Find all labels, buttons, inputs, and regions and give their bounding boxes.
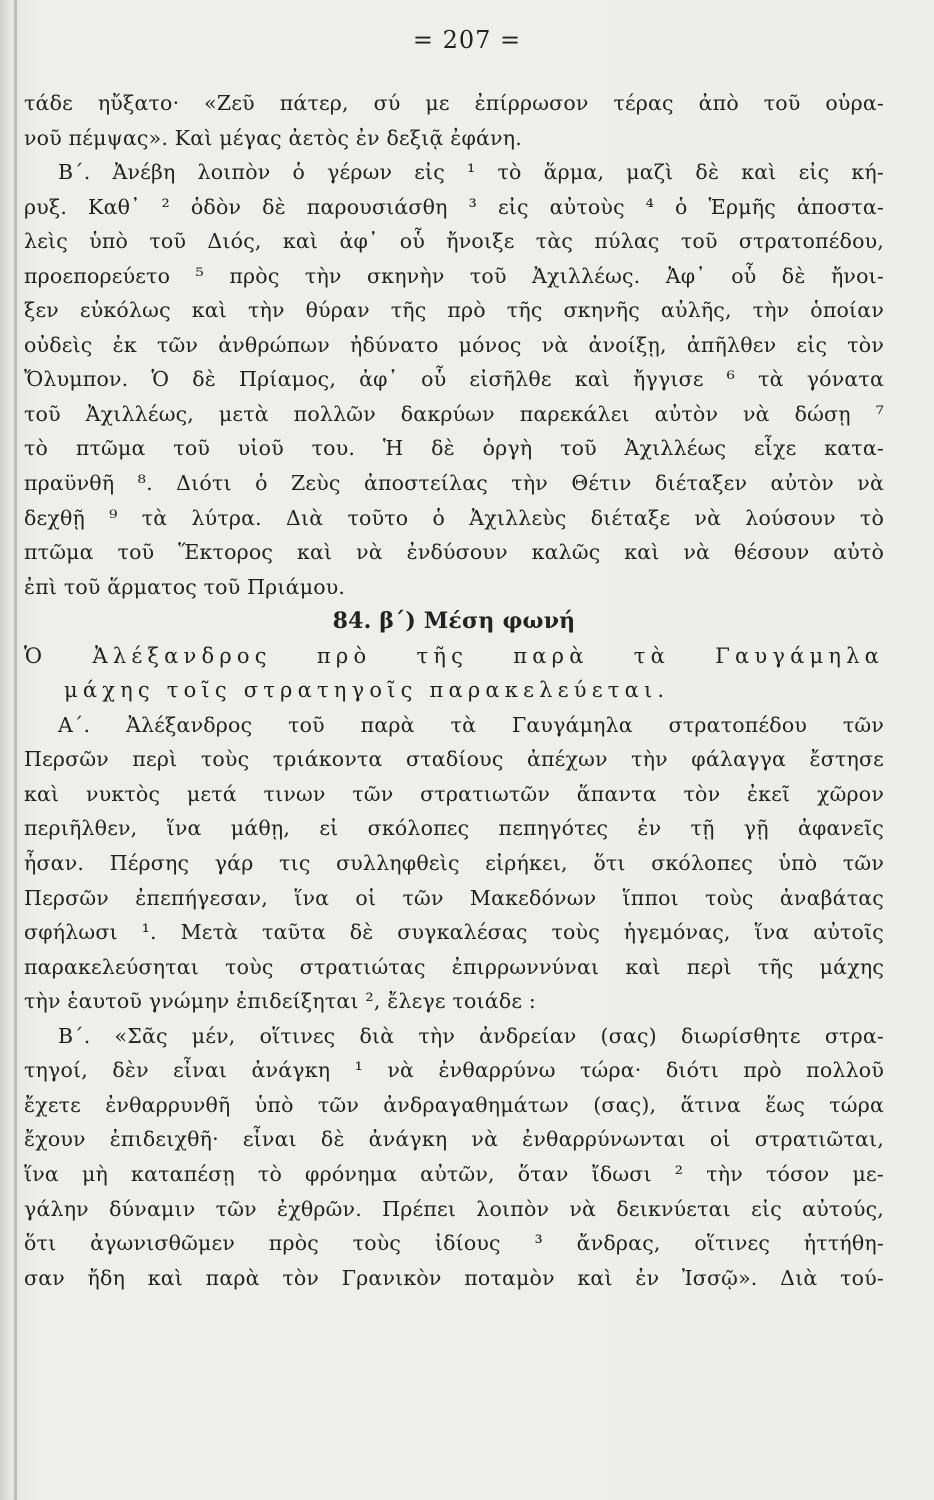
- section-heading: 84. β΄) Μέση φωνή: [332, 608, 576, 635]
- text-line: Περσῶν ἐπεπήγεσαν, ἵνα οἱ τῶν Μακεδόνων ἵπποι τοὺς ἀναβάτας: [24, 885, 884, 910]
- text-line: ἔχουν ἐπιδειχθῆ· εἶναι δὲ ἀνάγκη νὰ ἐνθαρρύνωνται οἱ στρατιῶται,: [24, 1127, 884, 1152]
- text-line: δεχθῇ ⁹ τὰ λύτρα. Διὰ τοῦτο ὁ Ἀχιλλεὺς διέταξε νὰ λούσουν τὸ: [24, 505, 884, 530]
- text-line: γάλην δύναμιν τῶν ἐχθρῶν. Πρέπει λοιπὸν νὰ δεικνύεται εἰς αὐτούς,: [24, 1196, 884, 1221]
- text-line: Β΄. «Σᾶς μέν, οἵτινες διὰ τὴν ἀνδρείαν (σας) διωρίσθητε στρα-: [58, 1023, 884, 1048]
- text-line: τὴν ἑαυτοῦ γνώμην ἐπιδείξηται ², ἔλεγε τοιάδε :: [24, 989, 537, 1014]
- section-title: Ὁ Ἀλέξανδρος πρὸ τῆς παρὰ τὰ Γαυγάμηλα: [24, 643, 884, 668]
- text-line: ἦσαν. Πέρσης γάρ τις συλληφθεὶς εἰρήκει, ὅτι σκόλοπες ὑπὸ τῶν: [24, 851, 884, 876]
- text-line: τάδε ηὔξατο· «Ζεῦ πάτερ, σύ με ἐπίρρωσον τέρας ἀπὸ τοῦ οὐρα-: [24, 91, 884, 115]
- text-line: σφήλωσι ¹. Μετὰ ταῦτα δὲ συγκαλέσας τοὺς ἡγεμόνας, ἵνα αὐτοῖς: [24, 920, 884, 945]
- text-line: παρακελεύσηται τοὺς στρατιώτας ἐπιρρωννύναι καὶ περὶ τῆς μάχης: [24, 954, 884, 979]
- text-line: προεπορεύετο ⁵ πρὸς τὴν σκηνὴν τοῦ Ἀχιλλέως. Ἀφ᾽ οὗ δὲ ἤνοι-: [24, 263, 884, 288]
- text-line: Ὄλυμπον. Ὁ δὲ Πρίαμος, ἀφ᾽ οὗ εἰσῆλθε καὶ ἤγγισε ⁶ τὰ γόνατα: [24, 367, 884, 392]
- text-line: ὅτι ἀγωνισθῶμεν πρὸς τοὺς ἰδίους ³ ἄνδρας, οἵτινες ἡττήθη-: [24, 1231, 884, 1256]
- text-line: Α΄. Ἀλέξανδρος τοῦ παρὰ τὰ Γαυγάμηλα στρατοπέδου τῶν: [58, 712, 884, 737]
- text-line: λεὶς ὑπὸ τοῦ Διός, καὶ ἀφ᾽ οὗ ἤνοιξε τὰς πύλας τοῦ στρατοπέδου,: [24, 229, 884, 254]
- text-line: ἔχετε ἐνθαρρυνθῆ ὑπὸ τῶν ἀνδραγαθημάτων (σας), ἅτινα ἕως τώρα: [24, 1092, 884, 1117]
- text-line: τὸ πτῶμα τοῦ υἱοῦ του. Ἡ δὲ ὀργὴ τοῦ Ἀχιλλέως εἶχε κατα-: [24, 436, 884, 461]
- text-line: ἐπὶ τοῦ ἅρματος τοῦ Πριάμου.: [24, 574, 346, 599]
- text-line: Β΄. Ἀνέβη λοιπὸν ὁ γέρων εἰς ¹ τὸ ἅρμα, μαζὶ δὲ καὶ εἰς κή-: [58, 160, 884, 185]
- section-title: μάχης τοῖς στρατηγοῖς παρακελεύεται.: [64, 678, 670, 703]
- text-line: πραϋνθῆ ⁸. Διότι ὁ Ζεὺς ἀποστείλας τὴν Θέτιν διέταξεν αὐτὸν νὰ: [24, 471, 884, 496]
- text-line: Περσῶν περὶ τοὺς τριάκοντα σταδίους ἀπέχων τὴν φάλαγγα ἔστησε: [24, 747, 884, 772]
- text-line: καὶ νυκτὸς μετά τινων τῶν στρατιωτῶν ἅπαντα τὸν ἐκεῖ χῶρον: [24, 781, 884, 806]
- text-line: ξεν εὐκόλως καὶ τὴν θύραν τῆς πρὸ τῆς σκηνῆς αὐλῆς, τὴν ὁποίαν: [24, 298, 884, 323]
- page-text: [24, 86, 884, 1295]
- text-line: τηγοί, δὲν εἶναι ἀνάγκη ¹ νὰ ἐνθαρρύνω τώρα· διότι πρὸ πολλοῦ: [24, 1058, 884, 1083]
- text-line: ἵνα μὴ καταπέσῃ τὸ φρόνημα αὐτῶν, ὅταν ἴδωσι ² τὴν τόσον με-: [24, 1161, 884, 1186]
- text-line: τοῦ Ἀχιλλέως, μετὰ πολλῶν δακρύων παρεκάλει αὐτὸν νὰ δώσῃ ⁷: [24, 401, 884, 426]
- page-number: = 207 =: [412, 26, 522, 54]
- text-line: νοῦ πέμψας». Καὶ μέγας ἀετὸς ἐν δεξιᾷ ἐφάνη.: [24, 125, 522, 150]
- text-line: οὐδεὶς ἐκ τῶν ἀνθρώπων ἠδύνατο μόνος νὰ ἀνοίξῃ, ἀπῆλθεν εἰς τὸν: [24, 332, 884, 357]
- text-line: πτῶμα τοῦ Ἕκτορος καὶ νὰ ἐνδύσουν καλῶς καὶ νὰ θέσουν αὐτὸ: [24, 540, 884, 565]
- text-line: ρυξ. Καθ᾽ ² ὁδὸν δὲ παρουσιάσθη ³ εἰς αὐτοὺς ⁴ ὁ Ἑρμῆς ἀποστα-: [24, 194, 884, 219]
- text-line: σαν ἤδη καὶ παρὰ τὸν Γρανικὸν ποταμὸν καὶ ἐν Ἰσσῷ». Διὰ τού-: [24, 1265, 884, 1290]
- page-binding-edge: [14, 0, 17, 1500]
- text-line: περιῆλθεν, ἵνα μάθῃ, εἰ σκόλοπες πεπηγότες ἐν τῇ γῇ ἀφανεῖς: [24, 816, 884, 841]
